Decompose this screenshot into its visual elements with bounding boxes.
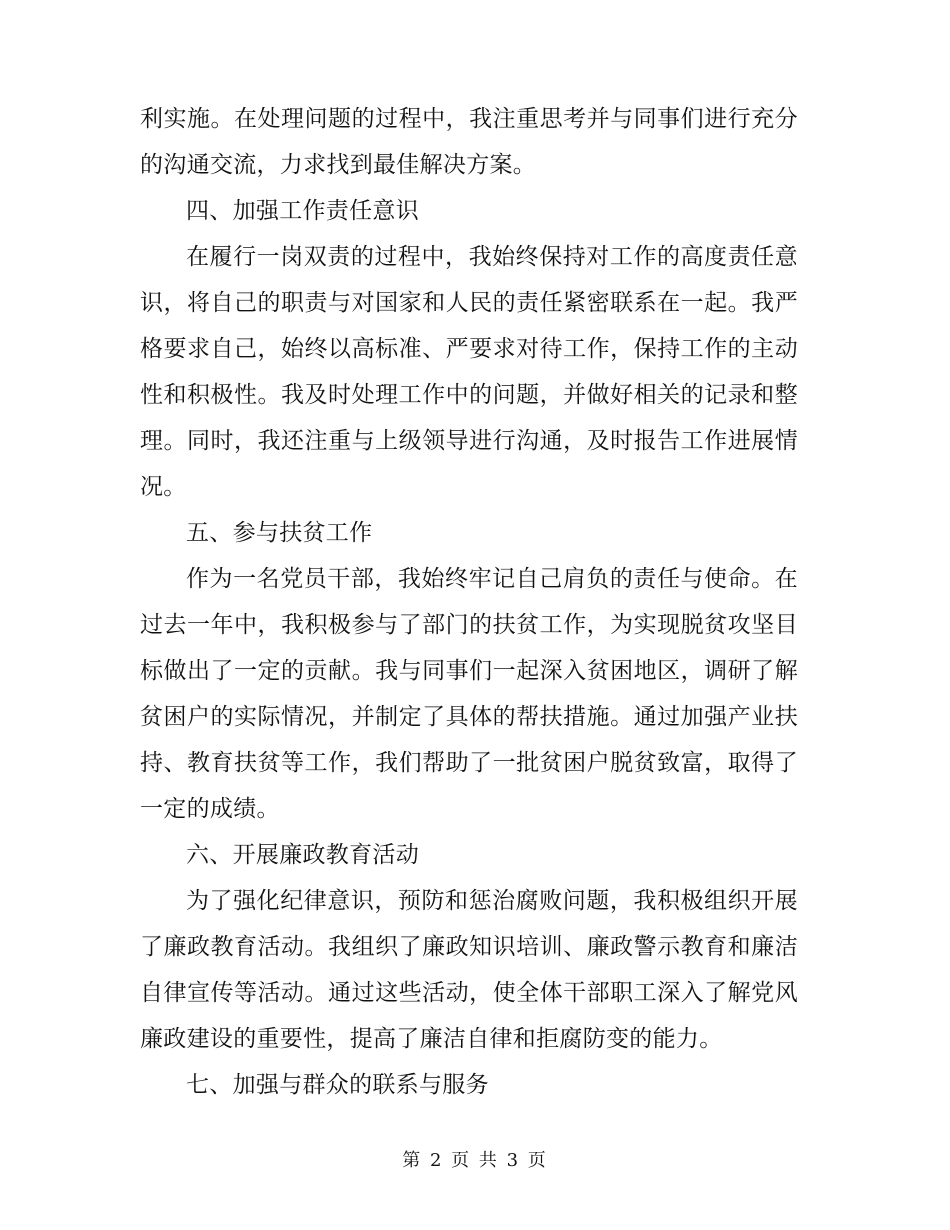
page-footer: 第 2 页 共 3 页: [402, 1150, 548, 1171]
section-heading-5: 五、参与扶贫工作: [186, 520, 373, 546]
section-heading-7: 七、加强与群众的联系与服务: [186, 1072, 489, 1098]
paragraph-responsibility: 在履行一岗双责的过程中，我始终保持对工作的高度责任意识，将自己的职责与对国家和人民的责任紧密联系在一起。我严格要求自己，始终以高标准、严要求对待工作，保持工作的主动性和积极性。我及时处理工作中的问题，并做好相关的记录和整理。同时，我还注重与上级领导进行沟通，及时报告工作进展情况。: [140, 244, 798, 500]
section-heading-4: 四、加强工作责任意识: [186, 198, 419, 224]
paragraph-poverty-alleviation: 作为一名党员干部，我始终牢记自己肩负的责任与使命。在过去一年中，我积极参与了部门的扶贫工作，为实现脱贫攻坚目标做出了一定的贡献。我与同事们一起深入贫困地区，调研了解贫困户的实际情况，并制定了具体的帮扶措施。通过加强产业扶持、教育扶贫等工作，我们帮助了一批贫困户脱贫致富，取得了一定的成绩。: [140, 566, 798, 822]
section-heading-6: 六、开展廉政教育活动: [186, 842, 419, 868]
document-body: [140, 96, 798, 1108]
paragraph-integrity-education: 为了强化纪律意识，预防和惩治腐败问题，我积极组织开展了廉政教育活动。我组织了廉政知识培训、廉政警示教育和廉洁自律宣传等活动。通过这些活动，使全体干部职工深入了解党风廉政建设的重要性，提高了廉洁自律和拒腐防变的能力。: [140, 888, 798, 1052]
paragraph-continuation: 利实施。在处理问题的过程中，我注重思考并与同事们进行充分的沟通交流，力求找到最佳解决方案。: [140, 106, 798, 178]
